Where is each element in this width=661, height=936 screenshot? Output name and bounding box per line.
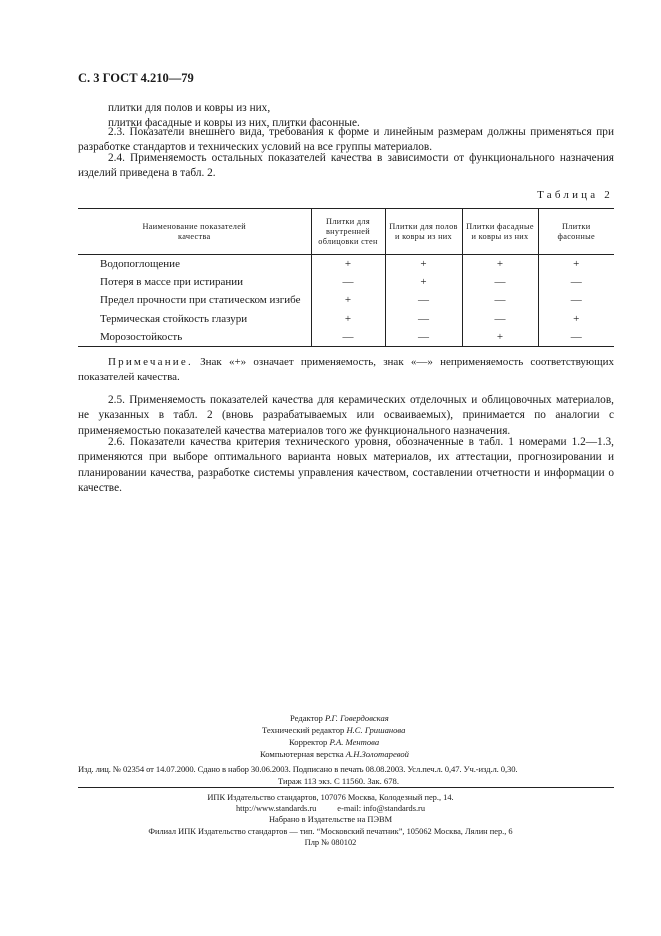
cell: — <box>538 291 614 309</box>
note-text: Знак «+» означает применяемость, знак «—» неприменяемость соответствующих показателей качества. <box>78 356 615 383</box>
header-wall-tiles: Плитки для внутренней облицовки стен <box>311 209 385 255</box>
credit-person: Р.А. Ментова <box>329 737 380 747</box>
table-row <box>78 328 614 347</box>
quality-table <box>78 208 614 347</box>
footer-line: Плр № 080102 <box>304 837 357 847</box>
credit-role: Технический редактор <box>262 725 345 735</box>
cell: — <box>538 273 614 291</box>
paragraph-2-4: 2.4. Применяемость остальных показателей качества в зависимости от функционального назначения изделий приведена в табл. 2. <box>78 152 614 180</box>
cell: — <box>462 273 538 291</box>
row-name: Термическая стойкость глазури <box>100 312 248 325</box>
cell: + <box>311 291 385 309</box>
paragraph-2-5: 2.5. Применяемость показателей качества для керамических отделочных и облицовочных материалов, не указанных в табл. 2 (вновь разрабатываемых или осваиваемых), принимается по аналогии с применяемостью показателей качества материалов того же функционального назначения. <box>78 394 614 437</box>
table-header-row <box>78 209 614 255</box>
table-row <box>78 255 614 274</box>
publisher-footer <box>0 792 661 848</box>
cell: + <box>538 310 614 328</box>
credit-role: Компьютерная верстка <box>260 749 344 759</box>
credit-person: Н.С. Гришанова <box>346 725 406 735</box>
cell: — <box>311 273 385 291</box>
credit-corrector <box>289 736 379 748</box>
list-line-floors: плитки для полов и ковры из них, <box>108 102 271 114</box>
header-name: Наименование показателей качества <box>142 221 246 241</box>
credit-role: Корректор <box>289 737 328 747</box>
table-row <box>78 291 614 309</box>
credit-tech-editor <box>262 724 405 736</box>
table-row <box>78 273 614 291</box>
row-name: Морозостойкость <box>78 328 311 347</box>
note-label: Примечание. <box>108 356 193 368</box>
cell: + <box>462 255 538 274</box>
publication-line: Тираж 113 экз. С 11560. Зак. 678. <box>278 776 399 786</box>
page-header: С. 3 ГОСТ 4.210—79 <box>78 71 194 85</box>
cell: — <box>385 291 462 309</box>
cell: — <box>462 310 538 328</box>
cell: — <box>385 310 462 328</box>
table-row <box>78 310 614 328</box>
footer-line: Набрано в Издательстве на ПЭВМ <box>268 815 393 825</box>
footer-line: Филиал ИПК Издательство стандартов — тип. “Московский печатник”, 105062 Москва, Лялин пер., 6 <box>148 826 513 836</box>
cell: + <box>385 273 462 291</box>
divider <box>78 787 614 788</box>
cell: + <box>385 255 462 274</box>
paragraph-2-6: 2.6. Показатели качества критерия технического уровня, обозначенные в табл. 1 номерами 1.2—1.3, применяются при выборе оптимального варианта новых материалов, их аттестации, прогнозировании и планировании качества, разработке системы управления качеством, составлении отчетности и информации о качестве. <box>78 436 614 494</box>
credit-role: Редактор <box>290 713 323 723</box>
list-line-facade: плитки фасадные и ковры из них, плитки фасонные. <box>108 117 360 130</box>
cell: — <box>311 328 385 347</box>
cell: — <box>385 328 462 347</box>
cell: — <box>538 328 614 347</box>
credit-layout <box>260 748 409 760</box>
cell: + <box>311 310 385 328</box>
footer-line: ИПК Издательство стандартов, 107076 Москва, Колодезный пер., 14. <box>207 793 454 802</box>
header-shaped-tiles: Плитки фасонные <box>538 209 614 255</box>
header-facade-tiles: Плитки фасадные и ковры из них <box>462 209 538 255</box>
table-caption: Таблица 2 <box>537 189 613 201</box>
table-note <box>78 355 614 385</box>
header-floor-tiles: Плитки для полов и ковры из них <box>385 209 462 255</box>
row-name: Предел прочности при статическом изгибе <box>100 294 301 307</box>
cell: + <box>462 328 538 347</box>
credit-editor <box>290 712 389 724</box>
row-name: Водопоглощение <box>100 258 180 271</box>
footer-line: http://www.standards.ru e-mail: info@standards.ru <box>235 804 426 814</box>
credit-person: А.Н.Золотаревой <box>345 749 409 759</box>
cell: + <box>311 255 385 274</box>
publication-info <box>78 763 614 787</box>
cell: + <box>538 255 614 274</box>
cell: — <box>462 291 538 309</box>
row-name: Потеря в массе при истирании <box>100 276 244 289</box>
paragraph-2-3: 2.3. Показатели внешнего вида, требования к форме и линейным размерам должны применяться при разработке стандартов и технических условий на все группы материалов. <box>78 126 614 154</box>
credit-person: Р.Г. Говердовская <box>325 713 389 723</box>
publication-line: Изд. лиц. № 02354 от 14.07.2000. Сдано в набор 30.06.2003. Подписано в печать 08.08.2003. Усл.печ.л. 0,47. Уч.-изд.л. 0,30. <box>78 764 518 774</box>
